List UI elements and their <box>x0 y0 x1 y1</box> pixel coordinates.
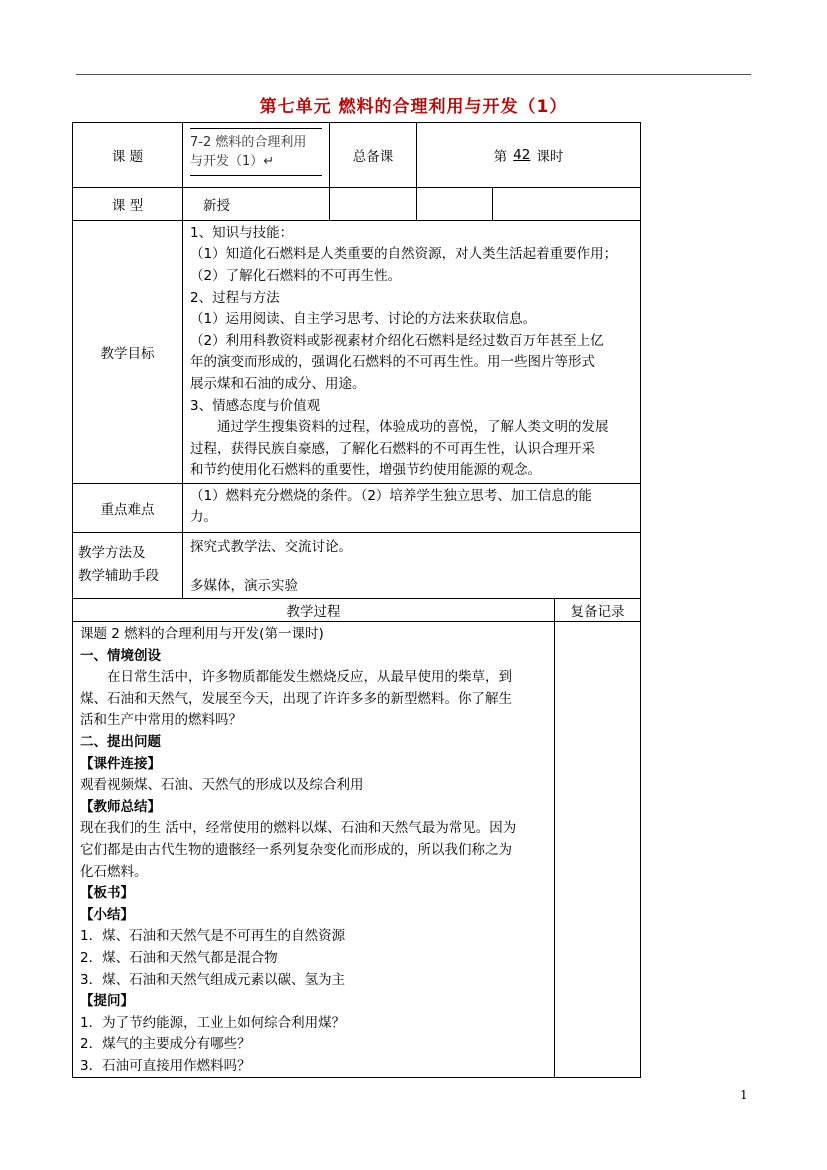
goals-line: 和节约使用化石燃料的重要性，增强节约使用能源的观念。 <box>190 462 541 478</box>
lesson-label: 课 题 <box>111 149 144 165</box>
goals-line: 展示煤和石油的成分、用途。 <box>190 376 366 392</box>
empty-cell-1 <box>329 187 417 221</box>
methods-line1: 探究式教学法、交流讨论。 <box>190 539 352 555</box>
goals-line: 通过学生搜集资料的过程，体验成功的喜悦，了解人类文明的发展 <box>217 419 609 435</box>
process-line: 1．为了节约能源，工业上如何综合利用煤？ <box>80 1014 346 1031</box>
goals-line: 1、知识与技能： <box>190 225 294 241</box>
key-points-content-cell <box>182 483 641 533</box>
methods-content-cell <box>182 532 641 599</box>
process-line: 它们都是由古代生物的遗骸经一系列复杂变化而形成的，所以我们称之为 <box>80 842 512 858</box>
lesson-value: 7-2 燃料的合理利用 与开发（1）↵ <box>190 128 322 176</box>
type-value: 新授 <box>203 198 230 214</box>
process-line: 课题 2 燃料的合理利用与开发(第一课时) <box>80 626 324 642</box>
process-line: 观看视频煤、石油、天然气的形成以及综合利用 <box>80 777 364 794</box>
empty-cell-2 <box>416 187 493 221</box>
goals-line: （1）知道化石燃料是人类重要的自然资源，对人类生活起着重要作用； <box>190 246 618 262</box>
goals-label-cell <box>72 220 183 484</box>
period-prefix: 第 <box>493 149 508 165</box>
prep-label: 总备课 <box>352 149 394 165</box>
key-points-line: 力。 <box>190 509 217 525</box>
process-line: 【小结】 <box>80 906 134 923</box>
period-cell <box>416 122 641 188</box>
goals-line: （2）利用科教资料或影视素材介绍化石燃料是经过数百万年甚至上亿 <box>190 333 604 349</box>
key-points-label-cell <box>72 483 183 533</box>
goals-line: （2）了解化石燃料的不可再生性。 <box>190 268 402 284</box>
header-rule <box>76 74 751 75</box>
process-content-cell <box>72 621 555 1078</box>
process-line: 2．煤、石油和天然气都是混合物 <box>80 950 278 966</box>
type-value-cell <box>182 187 330 221</box>
process-line: 2．煤气的主要成分有哪些？ <box>80 1036 251 1053</box>
key-points-line: （1）燃料充分燃烧的条件。（2）培养学生独立思考、加工信息的能 <box>190 488 592 504</box>
process-line: 【课件连接】 <box>80 755 161 772</box>
review-header-cell <box>554 598 641 622</box>
review-content-cell <box>554 621 641 1078</box>
page-number: 1 <box>740 1088 748 1102</box>
process-line: 在日常生活中，许多物质都能发生燃烧反应，从最早使用的柴草，到 <box>107 669 512 686</box>
process-line: 3．煤、石油和天然气组成元素以碳、氢为主 <box>80 971 346 988</box>
process-line: 3．石油可直接用作燃料吗？ <box>80 1058 251 1074</box>
goals-line: 3、情感态度与价值观 <box>190 398 321 414</box>
process-line: 二、提出问题 <box>80 734 161 750</box>
process-line: 【板书】 <box>80 885 134 902</box>
lesson-label-cell <box>72 122 183 188</box>
goals-content-cell <box>182 220 641 484</box>
methods-label-line2: 教学辅助手段 <box>78 568 159 584</box>
review-header: 复备记录 <box>570 604 625 620</box>
process-line: 现在我们的生 活中，经常使用的燃料以煤、石油和天然气最为常见。因为 <box>80 820 517 837</box>
process-line: 活和生产中常用的燃料吗？ <box>80 712 242 729</box>
empty-cell-3 <box>492 187 641 221</box>
type-label: 课 型 <box>111 198 144 214</box>
goals-line: 过程，获得民族自豪感，了解化石燃料的不可再生性，认识合理开采 <box>190 441 595 457</box>
prep-label-cell <box>329 122 417 188</box>
methods-label-line1: 教学方法及 <box>78 545 146 561</box>
process-header-cell <box>72 598 555 622</box>
goals-label: 教学目标 <box>100 346 155 362</box>
process-line: 【教师总结】 <box>80 798 161 815</box>
key-points-label: 重点难点 <box>100 502 155 518</box>
period-number: 42 <box>513 147 531 163</box>
process-line: 煤、石油和天然气，发展至今天，出现了许许多多的新型燃料。你了解生 <box>80 690 512 707</box>
goals-line: 年的演变而形成的，强调化石燃料的不可再生性。用一些图片等形式 <box>190 354 595 370</box>
period-suffix: 课时 <box>536 149 564 165</box>
process-line: 化石燃料。 <box>80 863 148 880</box>
process-line: 【提问】 <box>80 993 134 1010</box>
goals-line: （1）运用阅读、自主学习思考、讨论的方法来获取信息。 <box>190 311 537 327</box>
process-line: 1．煤、石油和天然气是不可再生的自然资源 <box>80 928 346 945</box>
methods-label-cell <box>72 532 183 599</box>
process-line: 一、情境创设 <box>80 647 161 664</box>
type-label-cell <box>72 187 183 221</box>
methods-line2: 多媒体，演示实验 <box>190 578 298 594</box>
page-title: 第七单元 燃料的合理利用与开发（1） <box>259 97 568 117</box>
process-header: 教学过程 <box>286 604 341 620</box>
goals-line: 2、过程与方法 <box>190 290 280 306</box>
